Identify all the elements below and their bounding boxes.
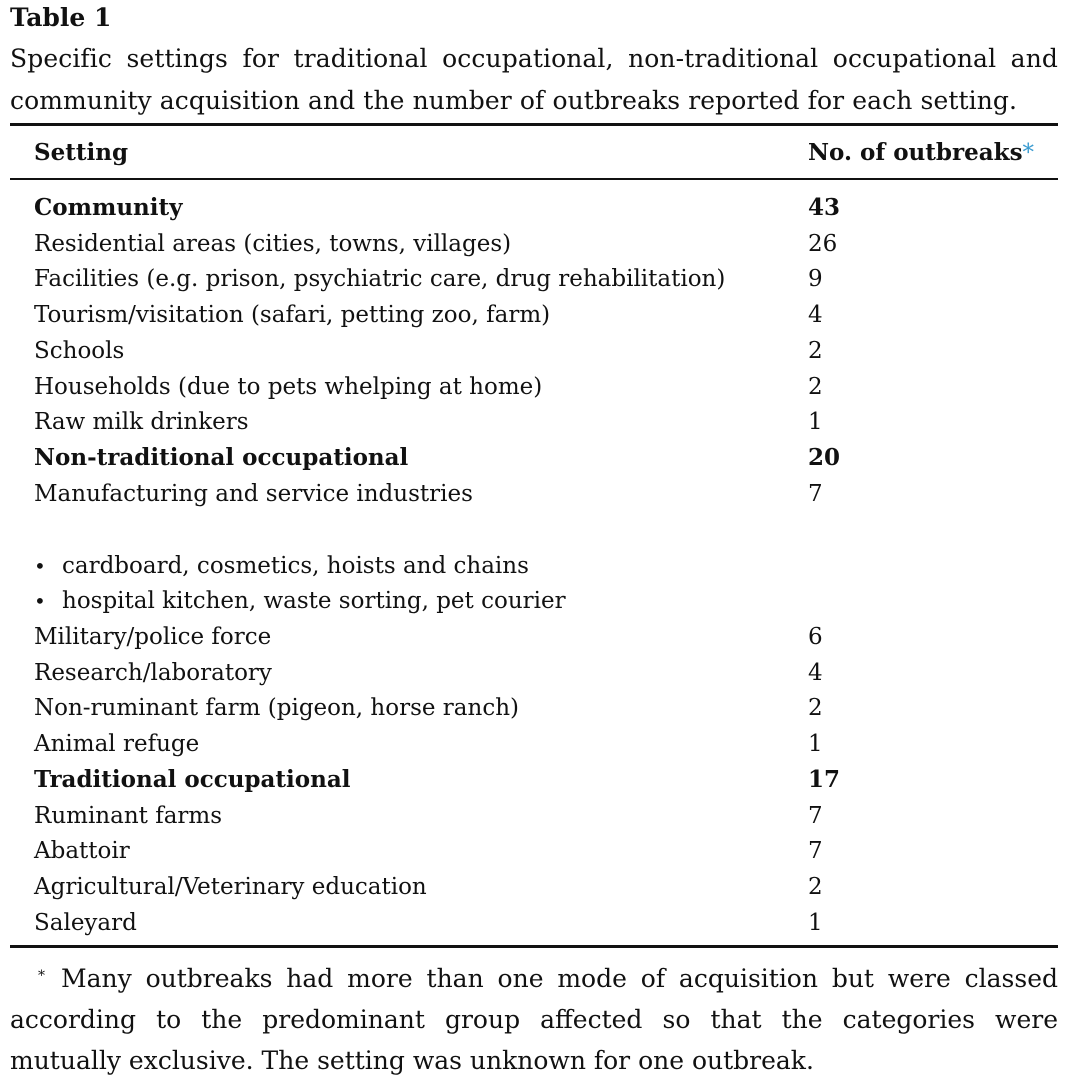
header-setting: Setting <box>34 139 129 166</box>
table-label: Table 1 <box>10 3 112 32</box>
top-rule <box>10 123 1058 126</box>
row-count: 20 <box>808 444 841 471</box>
row-setting: Facilities (e.g. prison, psychiatric care, drug rehabilitation) <box>34 266 726 292</box>
table-row <box>0 762 1080 798</box>
table-row <box>0 726 1080 762</box>
row-count: 6 <box>808 624 823 650</box>
bullet-icon: • <box>34 554 46 578</box>
caption-line: community acquisition and the number of outbreaks reported for each setting. <box>10 86 1018 115</box>
table-row <box>0 297 1080 333</box>
row-setting: hospital kitchen, waste sorting, pet courier <box>62 588 566 614</box>
row-setting: Non-traditional occupational <box>34 444 409 471</box>
row-setting: Tourism/visitation (safari, petting zoo, farm) <box>34 302 551 328</box>
row-setting: Agricultural/Veterinary education <box>34 874 427 900</box>
row-setting: Military/police force <box>34 624 272 650</box>
footnote-mark: * <box>38 968 45 984</box>
footnote-line <box>10 958 1058 999</box>
bullet-item <box>0 548 1080 584</box>
row-count: 2 <box>808 695 823 721</box>
row-setting: Traditional occupational <box>34 766 351 793</box>
table-row <box>0 833 1080 869</box>
footnote-line: mutually exclusive. The setting was unknown for one outbreak. <box>10 1046 814 1075</box>
row-setting: Non-ruminant farm (pigeon, horse ranch) <box>34 695 519 721</box>
row-count: 43 <box>808 194 841 221</box>
row-count: 9 <box>808 266 823 292</box>
row-count: 7 <box>808 481 823 507</box>
table-row <box>0 333 1080 369</box>
table-row <box>0 655 1080 691</box>
header-count <box>808 136 1034 170</box>
footnote-marker: * <box>1022 140 1035 166</box>
bottom-rule <box>10 945 1058 948</box>
table-row <box>0 869 1080 905</box>
row-setting: Community <box>34 194 183 221</box>
bullet-icon: • <box>34 589 46 613</box>
table-caption <box>10 38 1058 122</box>
row-setting: Abattoir <box>34 838 130 864</box>
row-setting: cardboard, cosmetics, hoists and chains <box>62 553 529 579</box>
row-setting: Research/laboratory <box>34 660 272 686</box>
table-row <box>0 619 1080 655</box>
row-setting: Manufacturing and service industries <box>34 481 473 507</box>
row-setting: Residential areas (cities, towns, villages) <box>34 231 512 257</box>
row-setting: Raw milk drinkers <box>34 409 249 435</box>
table-row <box>0 905 1080 941</box>
table-row <box>0 369 1080 405</box>
row-count: 2 <box>808 374 823 400</box>
row-count: 7 <box>808 838 823 864</box>
table-row <box>0 476 1080 512</box>
row-count: 2 <box>808 338 823 364</box>
header-rule <box>10 178 1058 180</box>
table-row <box>0 690 1080 726</box>
row-count: 4 <box>808 302 823 328</box>
caption-line: Specific settings for traditional occupational, non-traditional occupational and <box>10 44 1058 73</box>
header-count-label: No. of outbreaks <box>808 139 1023 166</box>
table-row <box>0 440 1080 476</box>
table-row <box>0 404 1080 440</box>
row-count: 1 <box>808 409 823 435</box>
row-count: 26 <box>808 231 838 257</box>
row-count: 1 <box>808 731 823 757</box>
row-count: 1 <box>808 910 823 936</box>
footnote-text: Many outbreaks had more than one mode of acquisition but were classed <box>61 964 1058 993</box>
table-row <box>0 190 1080 226</box>
row-count: 4 <box>808 660 823 686</box>
table-row <box>0 798 1080 834</box>
footnote-line: according to the predominant group affected so that the categories were <box>10 1005 1058 1034</box>
row-setting: Saleyard <box>34 910 137 936</box>
table-footnote <box>10 958 1058 1081</box>
table-row <box>0 226 1080 262</box>
row-setting: Households (due to pets whelping at home) <box>34 374 543 400</box>
row-count: 2 <box>808 874 823 900</box>
row-setting: Schools <box>34 338 125 364</box>
row-count: 7 <box>808 803 823 829</box>
row-setting: Ruminant farms <box>34 803 223 829</box>
row-count: 17 <box>808 766 841 793</box>
bullet-item <box>0 583 1080 619</box>
table-row <box>0 261 1080 297</box>
row-setting: Animal refuge <box>34 731 200 757</box>
